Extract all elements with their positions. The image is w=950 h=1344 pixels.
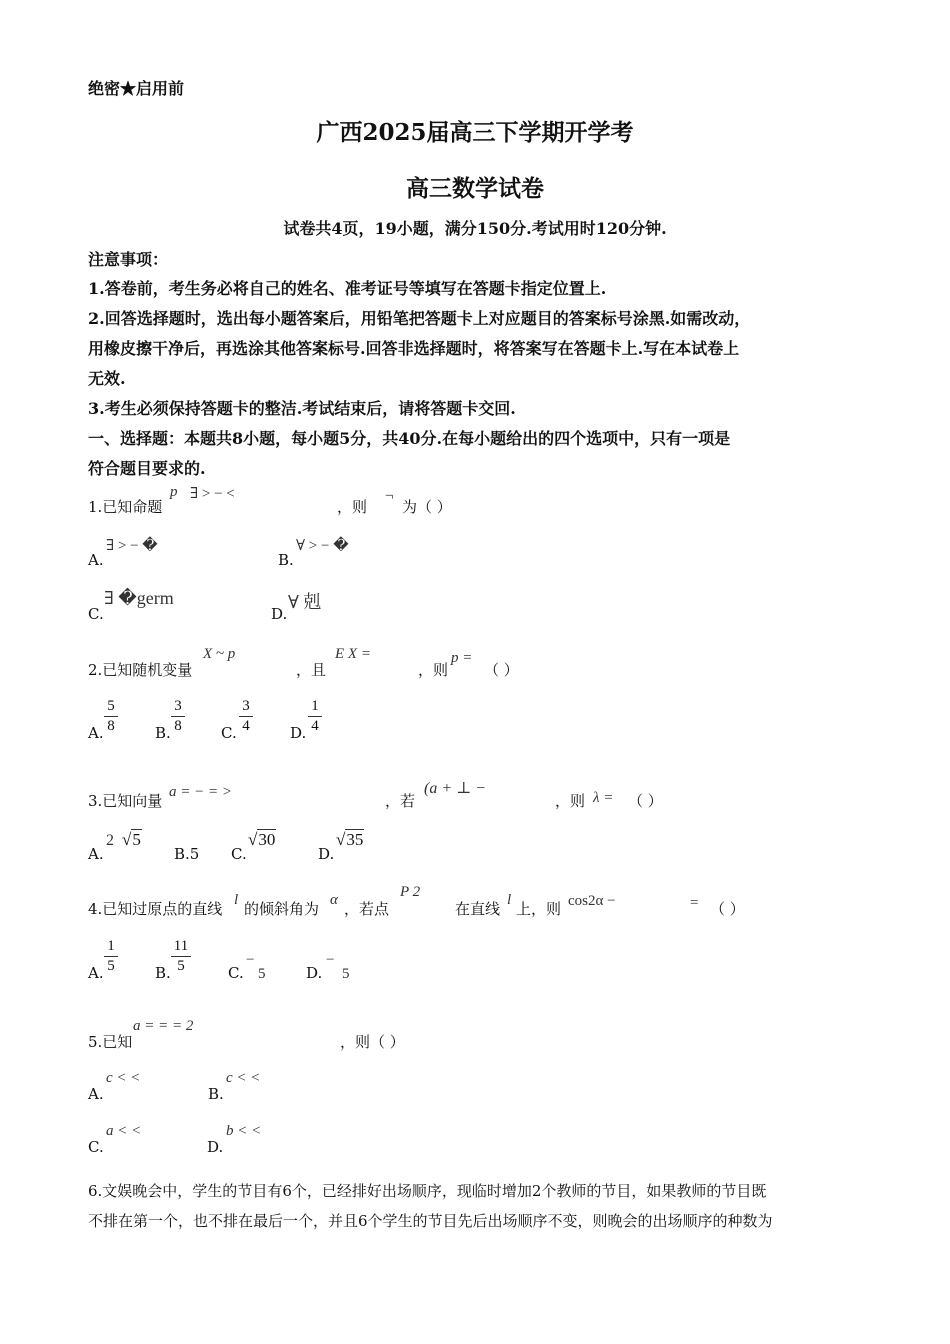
q4-option-c-math: − xyxy=(246,952,255,968)
q1-option-a-math: ∃ > − � xyxy=(106,538,158,554)
q3-option-d-label: D. xyxy=(318,845,335,863)
q4-stem: 4.已知过原点的直线 xyxy=(88,900,223,918)
q4-b-numerator: 11 xyxy=(173,938,189,954)
q6-line-1: 6.文娱晚会中，学生的节目有6个，已经排好出场顺序，现临时增加2个教师的节目，如果教师的节目既 xyxy=(88,1182,767,1200)
q1-option-a-label: A. xyxy=(88,551,104,569)
q3-option-b: B.5 xyxy=(174,845,200,863)
q4-option-a-fraction xyxy=(104,938,118,975)
q4-option-d-math: − xyxy=(326,952,335,968)
q4-option-c-den: 5 xyxy=(258,966,266,982)
q1-option-c-label: C. xyxy=(88,605,104,623)
q2-c-denominator: 4 xyxy=(242,718,250,734)
q5-option-a-math: c < < xyxy=(106,1070,141,1086)
q5-math: a = = = 2 xyxy=(133,1018,194,1034)
q2-end: （ ） xyxy=(484,661,519,679)
q2-option-b-fraction xyxy=(171,698,185,735)
q4-option-d-label: D. xyxy=(306,964,323,982)
q3-then: ，则 xyxy=(555,792,586,810)
q5-then: ，则（ ） xyxy=(340,1033,405,1051)
q1-option-b-label: B. xyxy=(278,551,294,569)
q4-option-c-label: C. xyxy=(228,964,244,982)
q4-option-a-label: A. xyxy=(88,964,104,982)
q2-math-p: p = xyxy=(451,650,473,666)
q1-option-d-math: ∀ 剋 xyxy=(288,592,322,612)
q4-a-denominator: 5 xyxy=(107,958,115,974)
q1-end: 为（ ） xyxy=(402,498,452,516)
q2-option-c-label: C. xyxy=(221,724,237,742)
q2-a-denominator: 8 xyxy=(107,718,115,734)
exam-title: 广西2025届高三下学期开学考 xyxy=(316,119,634,146)
q5-option-b-label: B. xyxy=(208,1085,224,1103)
q4-option-b-fraction xyxy=(171,938,191,975)
q1-option-b-math: ∀ > − � xyxy=(296,538,349,554)
q4-text-1: 的倾斜角为 xyxy=(244,900,320,918)
q5-option-b-math: c < < xyxy=(226,1070,261,1086)
q3-if: ，若 xyxy=(385,792,416,810)
exam-subtitle: 高三数学试卷 xyxy=(406,175,544,202)
q3-a-radicand: 5 xyxy=(132,830,141,849)
q5-option-c-label: C. xyxy=(88,1138,104,1156)
q3-option-c-sqrt: √30 xyxy=(248,830,276,849)
q5-option-a-label: A. xyxy=(88,1085,104,1103)
q4-math-eq: = xyxy=(690,895,699,911)
q4-text-4: 上，则 xyxy=(516,900,562,918)
q1-option-d-label: D. xyxy=(271,605,288,623)
q3-d-radicand: 35 xyxy=(346,830,364,849)
q3-option-d-sqrt: √35 xyxy=(336,830,364,849)
q4-option-b-label: B. xyxy=(155,964,171,982)
note-3: 3.考生必须保持答题卡的整洁.考试结束后，请将答题卡交回. xyxy=(88,399,516,418)
notes-heading: 注意事项： xyxy=(88,250,169,269)
q3-option-a-sqrt: √5 xyxy=(122,830,141,849)
q4-math-point: P 2 xyxy=(400,884,421,900)
q3-math-lambda: λ = xyxy=(593,790,614,806)
q1-math-expr: ∃ > − < xyxy=(190,486,235,502)
note-2-line-1: 2.回答选择题时，选出每小题答案后，用铅笔把答题卡上对应题目的答案标号涂黑.如需改动， xyxy=(88,309,751,328)
q2-option-d-fraction xyxy=(308,698,322,735)
section-heading-line-2: 符合题目要求的. xyxy=(88,459,206,478)
q2-c-numerator: 3 xyxy=(242,698,250,714)
confidential-mark: 绝密★启用前 xyxy=(88,79,185,98)
q4-math-l: l xyxy=(234,892,239,908)
q1-option-c-math: ∃ �germ xyxy=(104,588,174,608)
q4-text-3: 在直线 xyxy=(455,900,501,918)
q3-option-c-label: C. xyxy=(231,845,247,863)
q4-a-numerator: 1 xyxy=(107,938,115,954)
q1-math-p: p xyxy=(170,484,178,500)
exam-info: 试卷共4页，19小题，满分150分.考试用时120分钟. xyxy=(283,219,667,238)
q3-option-a-coef: 2 xyxy=(106,832,114,849)
q4-math-cos: cos2α − xyxy=(568,893,616,909)
q4-option-d-den: 5 xyxy=(342,966,350,982)
q2-and: ，且 xyxy=(296,661,327,679)
q3-stem: 3.已知向量 xyxy=(88,792,163,810)
q2-then: ，则 xyxy=(418,661,449,679)
q3-option-a-label: A. xyxy=(88,845,104,863)
q2-math-dist: X ~ p xyxy=(203,646,236,662)
q1-stem: 1.已知命题 xyxy=(88,498,163,516)
q2-math-expect: E X = xyxy=(335,646,371,662)
q5-stem: 5.已知 xyxy=(88,1033,133,1051)
note-2-line-2: 用橡皮擦干净后，再选涂其他答案标号.回答非选择题时，将答案写在答题卡上.写在本试卷上 xyxy=(88,339,740,358)
q4-math-alpha: α xyxy=(330,892,338,908)
q2-d-denominator: 4 xyxy=(311,718,319,734)
q4-text-2: ，若点 xyxy=(344,900,390,918)
q2-option-a-label: A. xyxy=(88,724,104,742)
q2-b-numerator: 3 xyxy=(174,698,182,714)
q2-option-d-label: D. xyxy=(290,724,307,742)
q6-line-2: 不排在第一个，也不排在最后一个，并且6个学生的节目先后出场顺序不变，则晚会的出场顺序的种数为 xyxy=(88,1212,773,1230)
q3-end: （ ） xyxy=(628,792,663,810)
q4-b-denominator: 5 xyxy=(177,958,185,974)
note-1: 1.答卷前，考生务必将自己的姓名、准考证号等填写在答题卡指定位置上. xyxy=(88,279,607,298)
q5-option-d-label: D. xyxy=(207,1138,224,1156)
q1-math-not: ¬ xyxy=(385,488,394,504)
q4-end: （ ） xyxy=(710,900,745,918)
q2-b-denominator: 8 xyxy=(174,718,182,734)
q2-option-c-fraction xyxy=(239,698,253,735)
q2-option-b-label: B. xyxy=(155,724,171,742)
q2-a-numerator: 5 xyxy=(107,698,115,714)
q2-option-a-fraction xyxy=(104,698,118,735)
q2-stem: 2.已知随机变量 xyxy=(88,661,193,679)
q5-option-d-math: b < < xyxy=(226,1123,262,1139)
note-2-line-3: 无效. xyxy=(88,369,126,388)
q1-then: ，则 xyxy=(337,498,368,516)
q3-c-radicand: 30 xyxy=(258,830,276,849)
q4-math-l2: l xyxy=(507,892,512,908)
section-heading-line-1: 一、选择题：本题共8小题，每小题5分，共40分.在每小题给出的四个选项中，只有一项是 xyxy=(88,429,731,448)
q3-math-condition: (a + ⊥ − xyxy=(424,780,486,797)
q5-option-c-math: a < < xyxy=(106,1123,142,1139)
q3-math-vectors: a = − = > xyxy=(169,784,232,800)
q2-d-numerator: 1 xyxy=(311,698,319,714)
